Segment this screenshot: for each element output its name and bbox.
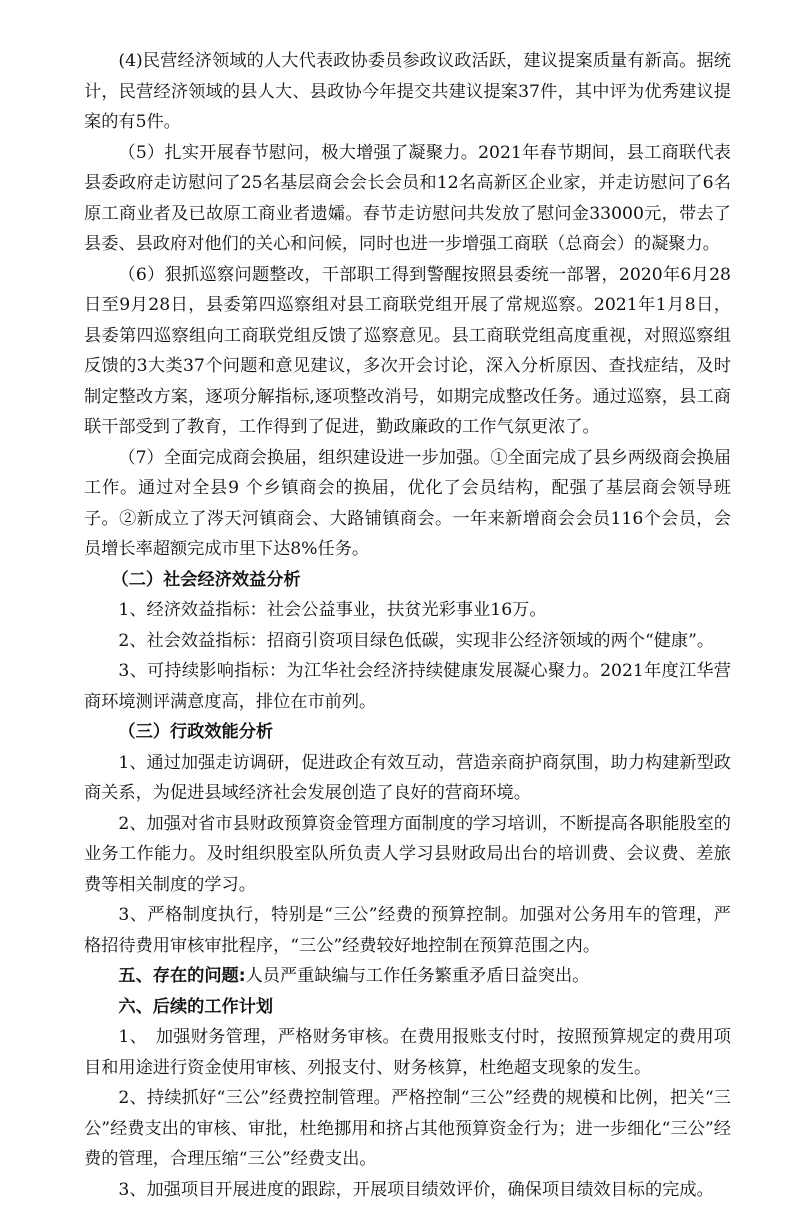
section-heading-existing-problems: 五、存在的问题: — [118, 966, 245, 986]
list-item: 3、加强项目开展进度的跟踪，开展项目绩效评价，确保项目绩效目标的完成。 — [84, 1175, 731, 1205]
section-heading-follow-up-plan: 六、后续的工作计划 — [84, 992, 731, 1023]
list-item: 1、经济效益指标：社会公益事业，扶贫光彩事业16万。 — [84, 595, 731, 626]
existing-problems-text: 人员严重缺编与工作任务繁重矛盾日益突出。 — [246, 966, 590, 986]
paragraph-item-6: （6）狠抓巡察问题整改，干部职工得到警醒按照县委统一部署，2020年6月28日至9月28日，县委第四巡察组对县工商联党组开展了常规巡察。2021年1月8日，县委第四巡察组向工商联党组反馈了巡察意见。县工商联党组高度重视，对照巡察组反馈的3大类37个问题和意见建议，多次开会讨论，深入分析原因、查找症结，及时制定整改方案，逐项分解指标,逐项整改消号，如期完成整改任务。通过巡察，县工商联干部受到了教育，工作得到了促进，勤政廉政的工作气氛更浓了。 — [84, 260, 731, 443]
list-item: 1、 加强财务管理，严格财务审核。在费用报账支付时，按照预算规定的费用项目和用途进行资金使用审核、列报支付、财务核算，杜绝超支现象的发生。 — [84, 1022, 731, 1083]
list-item: 2、持续抓好“三公”经费控制管理。严格控制“三公”经费的规模和比例，把关“三公”经费支出的审核、审批，杜绝挪用和挤占其他预算资金行为；进一步细化“三公”经费的管理，合理压缩“三公”经费支出。 — [84, 1083, 731, 1175]
paragraph-item-4: (4)民营经济领域的人大代表政协委员参政议政活跃，建议提案质量有新高。据统计，民营经济领域的县人大、县政协今年提交共建议提案37件，其中评为优秀建议提案的有5件。 — [84, 46, 731, 138]
section-heading-administrative-efficiency: （三）行政效能分析 — [84, 717, 731, 748]
list-item: 1、通过加强走访调研，促进政企有效互动，营造亲商护商氛围，助力构建新型政商关系，为促进县域经济社会发展创造了良好的营商环境。 — [84, 748, 731, 809]
list-item: 2、加强对省市县财政预算资金管理方面制度的学习培训，不断提高各职能股室的业务工作能力。及时组织股室队所负责人学习县财政局出台的培训费、会议费、差旅费等相关制度的学习。 — [84, 809, 731, 901]
list-item: 3、严格制度执行，特别是“三公”经费的预算控制。加强对公务用车的管理，严格招待费用审核审批程序，“三公”经费较好地控制在预算范围之内。 — [84, 900, 731, 961]
section-heading-social-economic-benefit: （二）社会经济效益分析 — [84, 565, 731, 596]
paragraph-item-7: （7）全面完成商会换届，组织建设进一步加强。①全面完成了县乡两级商会换届工作。通过对全县9 个乡镇商会的换届，优化了会员结构，配强了基层商会领导班子。②新成立了涔天河镇商会、大路铺镇商会。一年来新增商会会员116个会员，会员增长率超额完成市里下达8%任务。 — [84, 443, 731, 565]
existing-problems-line — [84, 961, 731, 992]
list-item: 3、可持续影响指标：为江华社会经济持续健康发展凝心聚力。2021年度江华营商环境测评满意度高，排位在市前列。 — [84, 656, 731, 717]
paragraph-item-5: （5）扎实开展春节慰问，极大增强了凝聚力。2021年春节期间，县工商联代表县委政府走访慰问了25名基层商会会长会员和12名高新区企业家，并走访慰问了6名原工商业者及已故原工商业者遗孀。春节走访慰问共发放了慰问金33000元，带去了县委、县政府对他们的关心和问候，同时也进一步增强工商联（总商会）的凝聚力。 — [84, 138, 731, 260]
list-item: 2、社会效益指标：招商引资项目绿色低碳，实现非公经济领域的两个“健康”。 — [84, 626, 731, 657]
